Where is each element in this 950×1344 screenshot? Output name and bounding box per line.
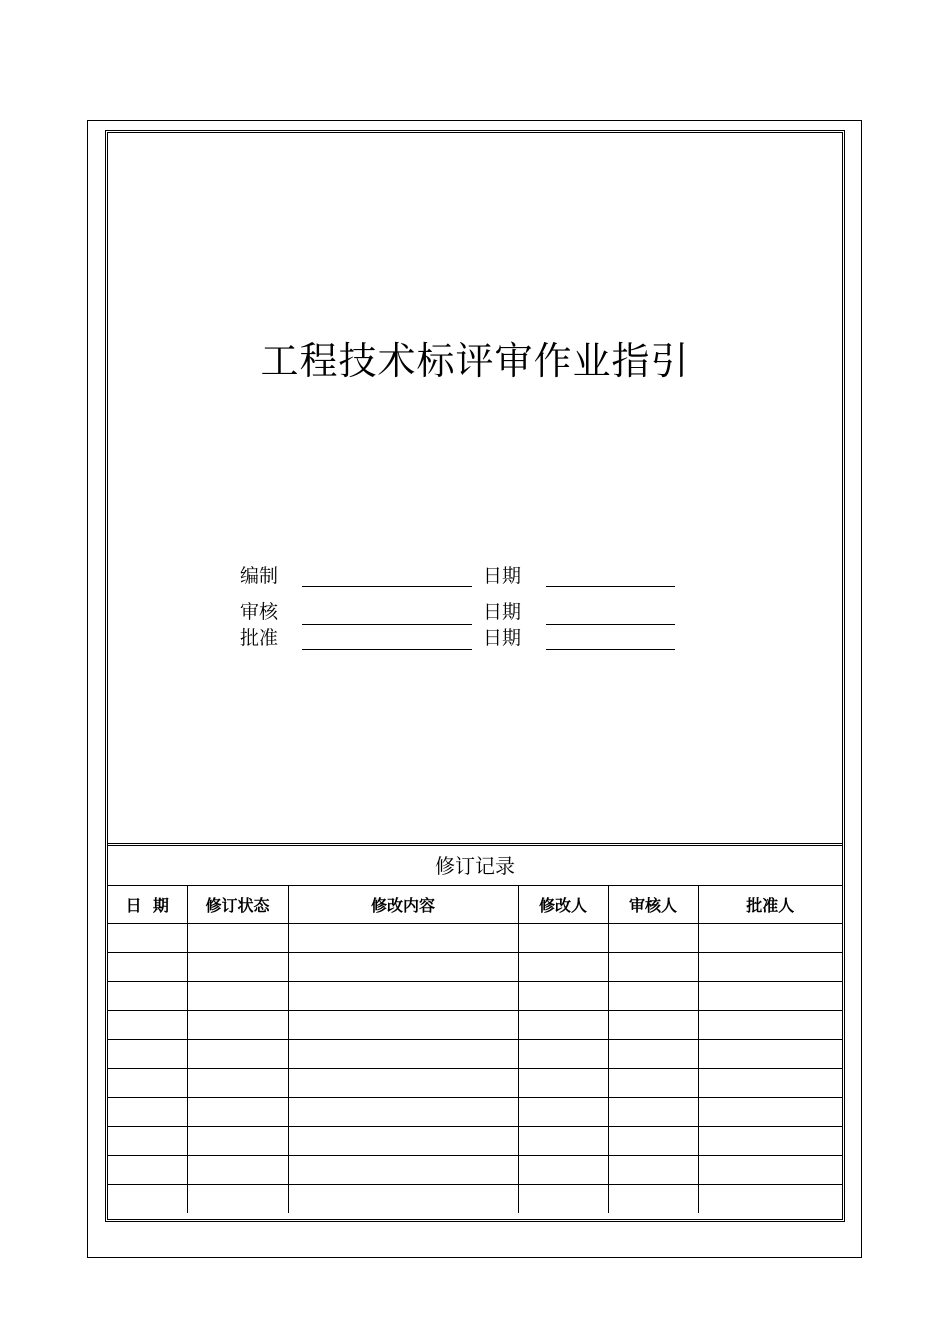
table-cell[interactable] [288,1097,518,1126]
table-cell[interactable] [108,952,187,981]
table-cell[interactable] [288,1155,518,1184]
table-cell[interactable] [108,1097,187,1126]
table-cell[interactable] [698,1155,842,1184]
signature-line[interactable] [302,586,472,587]
table-cell[interactable] [108,1068,187,1097]
table-cell[interactable] [698,952,842,981]
table-cell[interactable] [108,981,187,1010]
table-cell[interactable] [518,1126,608,1155]
table-cell[interactable] [698,1097,842,1126]
table-row [108,1097,842,1126]
table-row [108,1068,842,1097]
table-cell[interactable] [608,923,698,952]
table-cell[interactable] [698,981,842,1010]
table-cell[interactable] [608,1126,698,1155]
table-row [108,1126,842,1155]
table-cell[interactable] [518,923,608,952]
table-cell[interactable] [108,1039,187,1068]
signature-line[interactable] [302,624,472,625]
table-row [108,1039,842,1068]
table-cell[interactable] [288,1039,518,1068]
table-cell[interactable] [187,1039,288,1068]
table-row [108,981,842,1010]
table-cell[interactable] [187,1126,288,1155]
table-cell[interactable] [288,1126,518,1155]
table-cell[interactable] [108,1126,187,1155]
table-cell[interactable] [187,1184,288,1213]
signature-line[interactable] [302,649,472,650]
column-header-change-content: 修改内容 [288,886,518,923]
table-cell[interactable] [698,1010,842,1039]
column-header-date: 日 期 [108,886,187,923]
table-row [108,923,842,952]
signoff-row-approved [240,626,680,650]
table-row [108,1184,842,1213]
date-line[interactable] [546,586,675,587]
table-cell[interactable] [608,1184,698,1213]
table-cell[interactable] [698,1126,842,1155]
document-title: 工程技术标评审作业指引 [260,339,690,383]
revision-record-section [108,843,842,1213]
table-cell[interactable] [108,923,187,952]
table-cell[interactable] [187,952,288,981]
table-cell[interactable] [108,1010,187,1039]
table-cell[interactable] [518,952,608,981]
column-header-modifier: 修改人 [518,886,608,923]
date-line[interactable] [546,649,675,650]
revision-record-title: 修订记录 [108,846,842,886]
table-cell[interactable] [698,923,842,952]
column-header-revision-status: 修订状态 [187,886,288,923]
signoff-label: 编制 [240,565,279,587]
date-label: 日期 [483,627,522,649]
table-cell[interactable] [608,1097,698,1126]
table-cell[interactable] [288,1010,518,1039]
signoff-label: 批准 [240,627,279,649]
date-label: 日期 [483,601,522,623]
table-cell[interactable] [187,1155,288,1184]
table-cell[interactable] [518,1039,608,1068]
table-cell[interactable] [518,1068,608,1097]
revision-header-row [108,886,842,923]
table-cell[interactable] [108,1155,187,1184]
table-cell[interactable] [518,981,608,1010]
table-cell[interactable] [608,1010,698,1039]
date-line[interactable] [546,624,675,625]
signoff-row-reviewed [240,600,680,624]
table-cell[interactable] [518,1155,608,1184]
table-cell[interactable] [608,1068,698,1097]
table-cell[interactable] [288,952,518,981]
revision-table-body [108,923,842,1213]
table-cell[interactable] [187,1097,288,1126]
table-row [108,1010,842,1039]
table-cell[interactable] [608,952,698,981]
table-cell[interactable] [518,1097,608,1126]
date-label: 日期 [483,565,522,587]
table-cell[interactable] [698,1068,842,1097]
table-cell[interactable] [288,1184,518,1213]
table-cell[interactable] [187,1068,288,1097]
table-cell[interactable] [698,1039,842,1068]
table-cell[interactable] [288,1068,518,1097]
table-cell[interactable] [518,1010,608,1039]
table-cell[interactable] [108,1184,187,1213]
table-cell[interactable] [698,1184,842,1213]
table-cell[interactable] [608,981,698,1010]
signoff-label: 审核 [240,601,279,623]
table-cell[interactable] [608,1155,698,1184]
signoff-row-prepared [240,564,680,588]
table-cell[interactable] [608,1039,698,1068]
table-cell[interactable] [187,1010,288,1039]
table-cell[interactable] [187,981,288,1010]
table-cell[interactable] [187,923,288,952]
column-header-reviewer: 审核人 [608,886,698,923]
table-cell[interactable] [288,981,518,1010]
table-row [108,952,842,981]
column-header-approver: 批准人 [698,886,842,923]
revision-record-table [108,886,842,1213]
table-cell[interactable] [288,923,518,952]
table-row [108,1155,842,1184]
table-cell[interactable] [518,1184,608,1213]
